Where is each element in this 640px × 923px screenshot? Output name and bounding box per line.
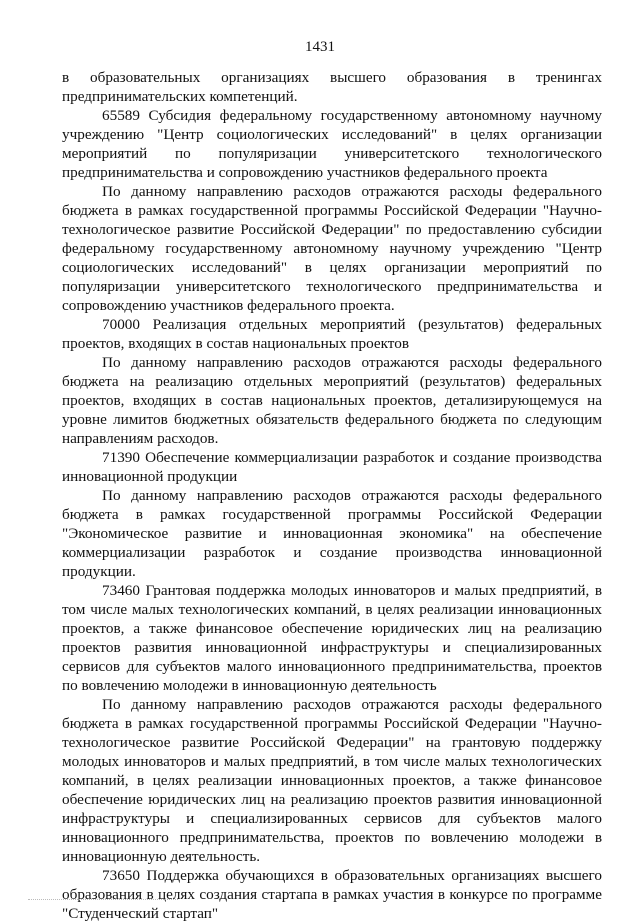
document-body [62,68,602,923]
paragraph-continuation: в образовательных организациях высшего образования в тренингах предпринимательских компетенций. [62,69,602,105]
expense-code-71390-heading: 71390 Обеспечение коммерциализации разработок и создание производства инновационной продукции [62,449,602,485]
page-number: 1431 [305,39,335,55]
expense-code-65589-heading: 65589 Субсидия федеральному государственному автономному научному учреждению "Центр социологических исследований" в целях организации мероприятий по популяризации университетского технологического предпринимательства и сопровождению участников федерального проекта [62,107,602,181]
expense-code-71390-description: По данному направлению расходов отражаются расходы федерального бюджета в рамках государственной программы Российской Федерации "Экономическое развитие и инновационная экономика" на обеспечение коммерциализации разработок и создание производства инновационной продукции. [62,487,602,580]
expense-code-73460-description: По данному направлению расходов отражаются расходы федерального бюджета в рамках государственной программы Российской Федерации "Научно-технологическое развитие Российской Федерации" на грантовую поддержку молодых инноваторов и малых предприятий, в том числе малых технологических компаний, в целях реализации инновационных проектов, а также финансовое обеспечение юридических лиц на реализацию проектов развития инновационной инфраструктуры и специализированных сервисов для субъектов малого инновационного предпринимательства, проектов по вовлечению молодежи в инновационную деятельность. [62,696,602,865]
expense-code-70000-description: По данному направлению расходов отражаются расходы федерального бюджета на реализацию отдельных мероприятий (результатов) федеральных проектов, входящих в состав национальных проектов, детализирующемуся на уровне лимитов бюджетных обязательств федерального бюджета по следующим направлениям расходов. [62,354,602,447]
expense-code-70000-heading: 70000 Реализация отдельных мероприятий (результатов) федеральных проектов, входящих в состав национальных проектов [62,316,602,352]
expense-code-73460-heading: 73460 Грантовая поддержка молодых инноваторов и малых предприятий, в том числе малых технологических компаний, в целях реализации инновационных проектов, а также финансовое обеспечение юридических лиц на реализацию проектов развития инновационной инфраструктуры и специализированных сервисов для субъектов малого инновационного предпринимательства, проектов по вовлечению молодежи в инновационную деятельность [62,582,602,694]
expense-code-73650-heading: 73650 Поддержка обучающихся в образовательных организациях высшего образования в целях создания стартапа в рамках участия в конкурсе по программе "Студенческий стартап" [62,867,602,922]
expense-code-65589-description: По данному направлению расходов отражаются расходы федерального бюджета в рамках государственной программы Российской Федерации "Научно-технологическое развитие Российской Федерации" по предоставлению субсидии федеральному государственному автономному научному учреждению "Центр социологических исследований" в целях организации мероприятий по популяризации университетского технологического предпринимательства и сопровождению участников федерального проекта. [62,183,602,314]
scan-artifact-line [28,898,178,900]
